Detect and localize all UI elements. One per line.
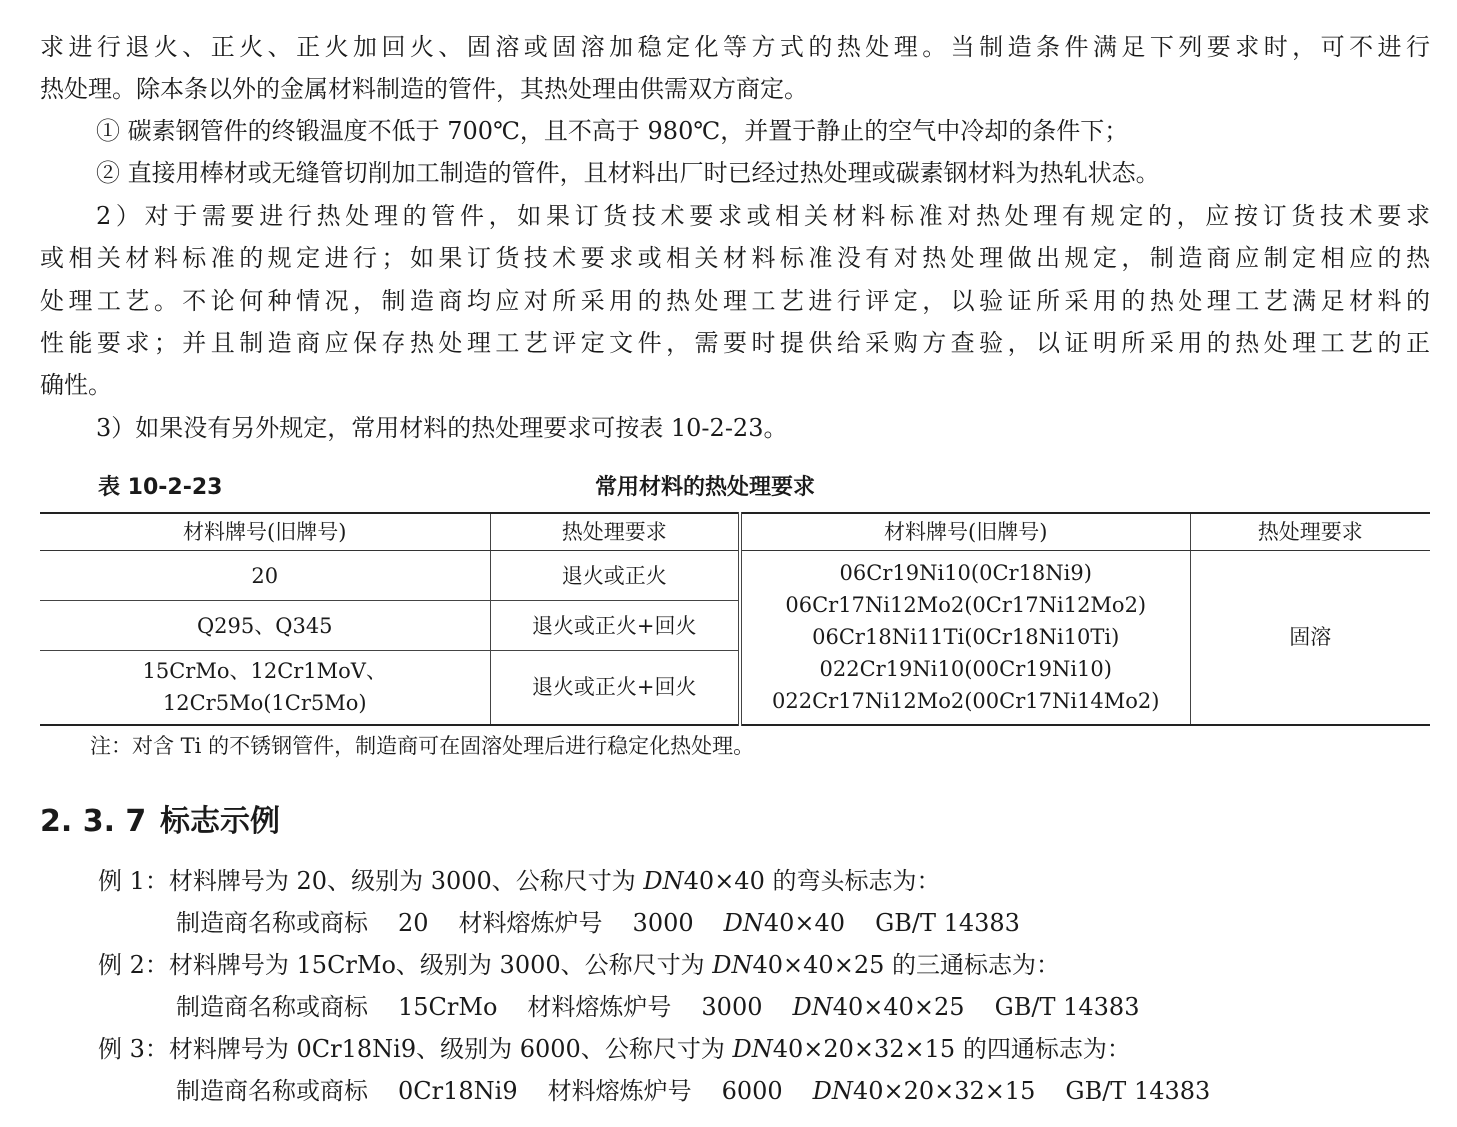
material-line: 15CrMo、12Cr1MoV、 [142,659,387,684]
dn-symbol: DN [643,867,684,895]
example-1-marking [176,908,1050,938]
mark-standard: GB/T 14383 [875,909,1020,937]
mark-part: 20 [398,909,429,937]
mark-part: 6000 [721,1077,783,1105]
example-3-marking [176,1076,1240,1106]
paragraph-line: 性能要求；并且制造商应保存热处理工艺评定文件，需要时提供给采购方查验，以证明所采用的热处理工艺的正 [40,329,1430,357]
mark-part: 制造商名称或商标 [176,909,368,937]
mark-part: 材料熔炼炉号 [547,1077,692,1105]
mark-part: 40×40×25 [832,993,965,1021]
column-header: 材料牌号(旧牌号) [40,513,490,551]
list-item-2: ② 直接用棒材或无缝管切削加工制造的管件，且材料出厂时已经过热处理或碳素钢材料为热轧状态。 [96,159,1160,187]
paragraph-line: 3）如果没有另外规定，常用材料的热处理要求可按表 10-2-23。 [96,414,788,442]
example-text: 40×20×32×15 的四通标志为： [772,1035,1131,1063]
mark-part: 材料熔炼炉号 [458,909,603,937]
paragraph-line: 处理工艺。不论何种情况，制造商均应对所采用的热处理工艺进行评定，以验证所采用的热处理工艺满足材料的 [40,287,1430,315]
table-note: 注：对含 Ti 的不锈钢管件，制造商可在固溶处理后进行稳定化热处理。 [90,734,755,758]
stainless-materials-cell [740,551,1190,725]
example-text: 例 3：材料牌号为 0Cr18Ni9、级别为 6000、公称尺寸为 [98,1035,733,1063]
treatment-cell: 退火或正火+回火 [490,651,740,725]
mark-part: 制造商名称或商标 [176,993,368,1021]
material-line: 12Cr5Mo(1Cr5Mo) [162,691,367,716]
example-1-intro [98,866,940,896]
material-cell [40,651,490,725]
material-line: 022Cr19Ni10(00Cr19Ni10) [819,657,1112,682]
column-header: 材料牌号(旧牌号) [740,513,1190,551]
material-line: 022Cr17Ni12Mo2(00Cr17Ni14Mo2) [772,689,1160,714]
table-row [40,551,1430,601]
mark-part: 0Cr18Ni9 [398,1077,518,1105]
paragraph-line: 热处理。除本条以外的金属材料制造的管件，其热处理由供需双方商定。 [40,75,808,103]
dn-symbol: DN [712,951,753,979]
dn-symbol: DN [732,1035,773,1063]
mark-standard: GB/T 14383 [1065,1077,1211,1105]
table-title: 常用材料的热处理要求 [595,475,816,500]
column-header: 热处理要求 [490,513,740,551]
example-text: 例 1：材料牌号为 20、级别为 3000、公称尺寸为 [98,867,644,895]
example-3-intro [98,1034,1131,1064]
material-cell: 20 [40,551,490,601]
section-title: 标志示例 [160,804,280,839]
paragraph-line: 2）对于需要进行热处理的管件，如果订货技术要求或相关材料标准对热处理有规定的，应按订货技术要求 [96,202,1430,230]
mark-part: 3000 [632,909,694,937]
example-text: 例 2：材料牌号为 15CrMo、级别为 3000、公称尺寸为 [98,951,713,979]
treatment-cell: 退火或正火 [490,551,740,601]
material-cell: Q295、Q345 [40,601,490,651]
table-header-row [40,513,1430,551]
mark-part: 制造商名称或商标 [176,1077,368,1105]
mark-part: 40×40 [763,909,846,937]
dn-symbol: DN [812,1077,853,1105]
mark-part: 3000 [701,993,763,1021]
paragraph-line: 或相关材料标准的规定进行；如果订货技术要求或相关材料标准没有对热处理做出规定，制造商应制定相应的热 [40,244,1430,272]
mark-part: 材料熔炼炉号 [527,993,672,1021]
section-number: 2. 3. 7 [40,804,147,839]
material-line: 06Cr18Ni11Ti(0Cr18Ni10Ti) [812,625,1120,650]
section-heading [40,796,280,840]
example-text: 40×40×25 的三通标志为： [752,951,1060,979]
paragraph-line: 确性。 [40,371,112,399]
example-2-marking [176,992,1169,1022]
dn-symbol: DN [723,909,764,937]
mark-standard: GB/T 14383 [994,993,1140,1021]
mark-part: 40×20×32×15 [852,1077,1036,1105]
paragraph-line: 求进行退火、正火、正火加回火、固溶或固溶加稳定化等方式的热处理。当制造条件满足下列要求时，可不进行 [40,33,1430,61]
column-header: 热处理要求 [1190,513,1430,551]
material-line: 06Cr19Ni10(0Cr18Ni9) [839,561,1092,586]
treatment-cell: 固溶 [1289,625,1332,650]
example-2-intro [98,950,1060,980]
material-line: 06Cr17Ni12Mo2(0Cr17Ni12Mo2) [785,593,1147,618]
dn-symbol: DN [792,993,833,1021]
heat-treatment-table [40,512,1430,726]
example-text: 40×40 的弯头标志为： [683,867,941,895]
list-item-1: ① 碳素钢管件的终锻温度不低于 700℃，且不高于 980℃，并置于静止的空气中冷却的条件下； [96,117,1129,145]
table-number: 表 10-2-23 [98,475,223,500]
treatment-cell: 退火或正火+回火 [490,601,740,651]
mark-part: 15CrMo [398,993,498,1021]
